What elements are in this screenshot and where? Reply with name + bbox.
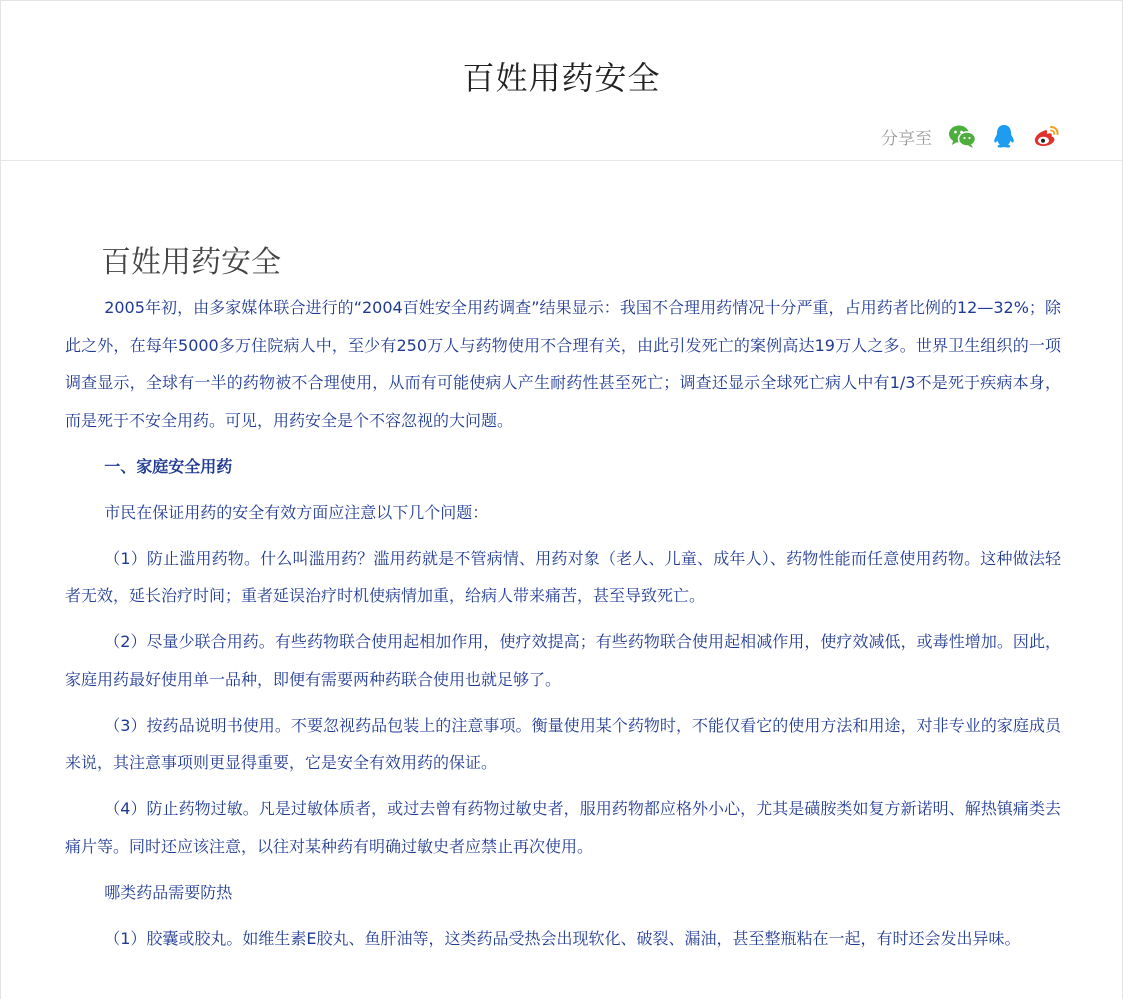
paragraph: （1）防止滥用药物。什么叫滥用药？滥用药就是不管病情、用药对象（老人、儿童、成年人）、药物性能而任意使用药物。这种做法轻者无效，延长治疗时间；重者延误治疗时机使病情加重，给病人带来痛苦，甚至导致死亡。 [65, 548, 1061, 605]
section-heading: 一、家庭安全用药 [104, 456, 233, 476]
paragraph: （2）尽量少联合用药。有些药物联合使用起相加作用，使疗效提高；有些药物联合使用起相减作用，使疗效减低，或毒性增加。因此，家庭用药最好使用单一品种，即便有需要两种药联合使用也就足够了。 [65, 632, 1061, 689]
paragraph: （4）防止药物过敏。凡是过敏体质者，或过去曾有药物过敏史者，服用药物都应格外小心，尤其是磺胺类如复方新诺明、解热镇痛类去痛片等。同时还应该注意，以往对某种药有明确过敏史者应禁止再次使用。 [65, 799, 1061, 856]
wechat-icon[interactable] [948, 123, 976, 149]
paragraph: （3）按药品说明书使用。不要忽视药品包装上的注意事项。衡量使用某个药物时，不能仅看它的使用方法和用途，对非专业的家庭成员来说，其注意事项则更显得重要，它是安全有效用药的保证。 [65, 715, 1061, 772]
page-title: 百姓用药安全 [462, 59, 661, 97]
page-header [1, 1, 1122, 161]
paragraph-intro: 2005年初，由多家媒体联合进行的“2004百姓安全用药调查”结果显示：我国不合理用药情况十分严重，占用药者比例的12—32%；除此之外，在每年5000多万住院病人中，至少有250万人与药物使用不合理有关，由此引发死亡的案例高达19万人之多。世界卫生组织的一项调查显示，全球有一半的药物被不合理使用，从而有可能使病人产生耐药性甚至死亡；调查还显示全球死亡病人中有1/3不是死于疾病本身，而是死于不安全用药。可见，用药安全是个不容忽视的大问题。 [65, 298, 1061, 430]
paragraph: （1）胶囊或胶丸。如维生素E胶丸、鱼肝油等，这类药品受热会出现软化、破裂、漏油，甚至整瓶粘在一起，有时还会发出异味。 [104, 928, 1021, 948]
share-bar [881, 123, 1060, 149]
share-label: 分享至 [881, 128, 932, 149]
paragraph: 市民在保证用药的安全有效方面应注意以下几个问题： [104, 502, 489, 522]
article-body [65, 289, 1061, 966]
subheading: 哪类药品需要防热 [104, 882, 233, 902]
article-title: 百姓用药安全 [101, 245, 281, 280]
qq-icon[interactable] [990, 123, 1018, 149]
weibo-icon[interactable] [1032, 123, 1060, 149]
